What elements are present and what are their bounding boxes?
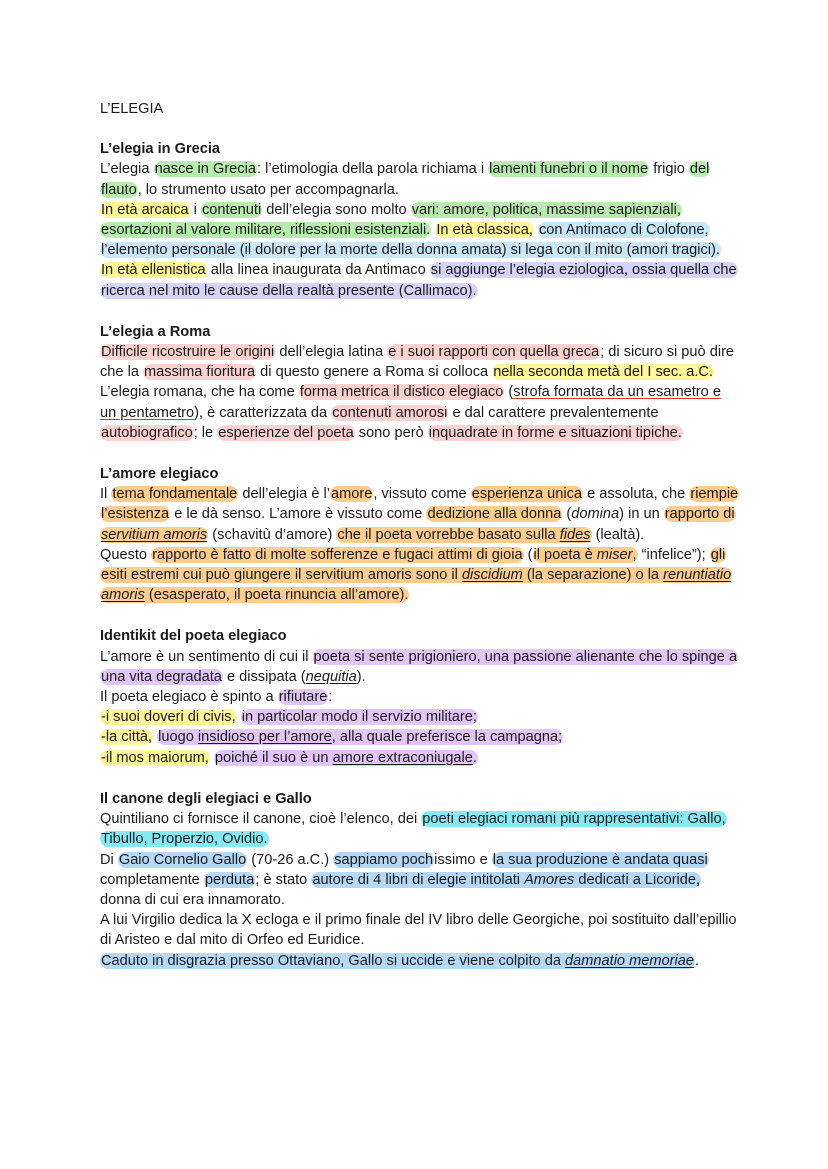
paragraph: In età arcaica i contenuti dell’elegia sono molto vari: amore, politica, massime sapienziali, esortazioni al valore militare, riflessioni esistenziali. In età classica, con Antimaco di Colofone, l’elemento personale (il dolore per la morte della donna amata) si lega con il mito (amori tragici).	[101, 201, 720, 259]
section-heading: L’elegia in Grecia	[100, 141, 221, 158]
paragraph: Quintiliano ci fornisce il canone, cioè l’elenco, dei poeti elegiaci romani più rappresentativi: Gallo, Tibullo, Properzio, Ovidio.	[100, 811, 726, 848]
list-item: -il mos maiorum, poiché il suo è un amore extraconiugale.	[101, 749, 477, 766]
document-title: L’ELEGIA	[100, 101, 164, 117]
list-item: -i suoi doveri di civis, in particolar modo il servizio militare;	[101, 709, 477, 726]
section-roma	[100, 322, 740, 443]
paragraph: Caduto in disgrazia presso Ottaviano, Gallo si uccide e viene colpito da damnatio memoriae.	[101, 952, 700, 969]
section-heading: L’elegia a Roma	[100, 323, 211, 340]
paragraph: L’elegia nasce in Grecia: l’etimologia della parola richiama i lamenti funebri o il nome frigio del flauto, lo strumento usato per accompagnarla.	[100, 161, 710, 198]
paragraph: Questo rapporto è fatto di molte sofferenze e fugaci attimi di gioia (il poeta è miser, “infelice”); gli esiti estremi cui può giungere il servitium amoris sono il discidium (la separazione) o la renuntiatio amoris (esasperato, il poeta rinuncia all’amore).	[100, 546, 732, 604]
section-heading: Il canone degli elegiaci e Gallo	[100, 790, 312, 807]
section-canone	[100, 789, 740, 971]
paragraph: L’amore è un sentimento di cui il poeta si sente prigioniero, una passione alienante che lo spinge a una vita degradata e dissipata (nequitia).	[100, 648, 738, 685]
list-item: -la città, luogo insidioso per l’amore, alla quale preferisce la campagna;	[101, 729, 563, 746]
section-heading: L’amore elegiaco	[100, 466, 219, 483]
paragraph: Difficile ricostruire le origini dell’elegia latina e i suoi rapporti con quella greca; di sicuro si può dire che la massima fioritura di questo genere a Roma si colloca nella seconda metà del I sec. a.C. L’elegia romana, che ha come forma metrica il distico elegiaco (strofa formata da un esametro e un pentametro), è caratterizzata da contenuti amorosi e dal carattere prevalentemente autobiografico; le esperienze del poeta sono però inquadrate in forme e situazioni tipiche.	[100, 344, 735, 441]
paragraph: Di Gaio Cornelio Gallo (70-26 a.C.) sappiamo pochissimo e la sua produzione è andata quasi completamente perduta; è stato autore di 4 libri di elegie intitolati Amores dedicati a Licoride, donna di cui era innamorato.	[100, 851, 708, 908]
document-body	[100, 99, 740, 992]
paragraph: Il poeta elegiaco è spinto a rifiutare:	[100, 689, 333, 706]
section-heading: Identikit del poeta elegiaco	[100, 628, 287, 645]
paragraph: In età ellenistica alla linea inaugurata da Antimaco si aggiunge l’elegia eziologica, ossia quella che ricerca nel mito le cause della realtà presente (Callimaco).	[101, 262, 737, 299]
paragraph: Il tema fondamentale dell’elegia è l’amore, vissuto come esperienza unica e assoluta, che riempie l’esistenza e le dà senso. L’amore è vissuto come dedizione alla donna (domina) in un rapporto di servitium amoris (schavitù d’amore) che il poeta vorrebbe basato sulla fides (lealtà).	[100, 486, 739, 543]
section-amore-elegiaco	[100, 464, 740, 605]
paragraph: A lui Virgilio dedica la X ecloga e il primo finale del IV libro delle Georgiche, poi sostituito dall’epillio di Aristeo e dal mito di Orfeo ed Euridice.	[100, 912, 737, 949]
section-grecia	[100, 139, 740, 301]
section-identikit	[100, 626, 740, 767]
